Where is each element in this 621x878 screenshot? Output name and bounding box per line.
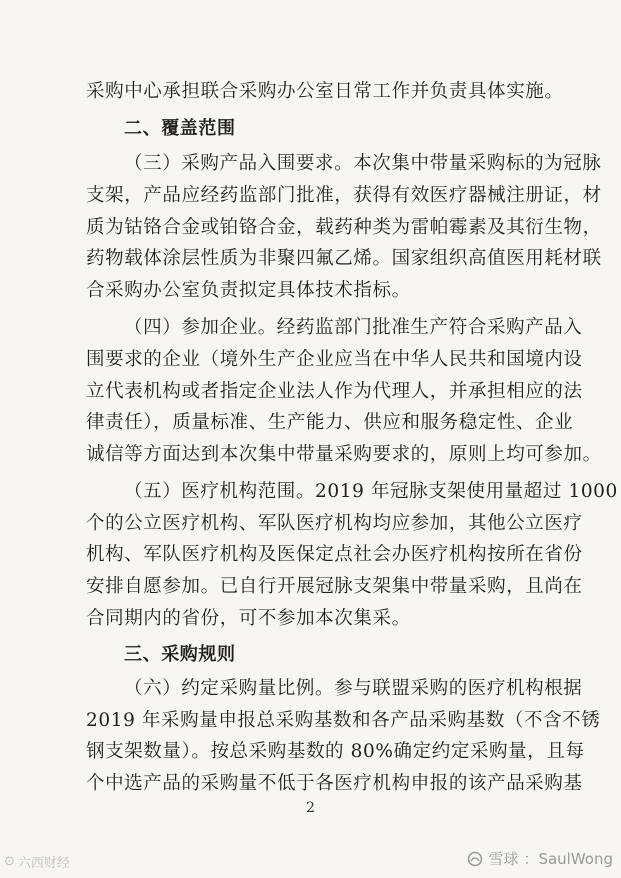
watermark-brand: 雪球 (488, 850, 519, 868)
paragraph-line: 律责任），质量标准、生产能力、供应和服务稳定性、企业 (86, 412, 574, 433)
section-heading-procurement-rules: 三、采购规则 (124, 644, 236, 665)
paragraph-line: （三）采购产品入围要求。本次集中带量采购标的为冠脉 (124, 153, 602, 174)
paragraph-line: （五）医疗机构范围。2019 年冠脉支架使用量超过 1000 (124, 481, 618, 502)
watermark-left-text: 六西财经 (17, 856, 70, 871)
paragraph-line: 采购中心承担联合采购办公室日常工作并负责具体实施。 (86, 81, 564, 102)
paragraph-line: 合同期内的省份，可不参加本次集采。 (86, 608, 411, 629)
paragraph-line: 诚信等方面达到本次集中带量采购要求的，原则上均可参加。 (86, 444, 602, 465)
section-heading-coverage: 二、覆盖范围 (124, 118, 236, 139)
paragraph-line: 药物载体涂层性质为非聚四氟乙烯。国家组织高值医用耗材联 (86, 248, 602, 269)
paragraph-line: 围要求的企业（境外生产企业应当在中华人民共和国境内设 (86, 349, 583, 370)
paragraph-line: 安排自愿参加。已自行开展冠脉支架集中带量采购，且尚在 (86, 576, 583, 597)
watermark-logo-icon: ⊙ (4, 854, 15, 869)
paragraph-line: 2019 年采购量申报总采购基数和各产品采购基数（不含不锈 (86, 710, 601, 731)
paragraph-line: 立代表机构或者指定企业法人作为代理人，并承担相应的法 (86, 381, 583, 402)
paragraph-line: 质为钴铬合金或铂铬合金，载药种类为雷帕霉素及其衍生物， (86, 217, 602, 238)
paragraph-line: 合采购办公室负责拟定具体技术指标。 (86, 280, 411, 301)
paragraph-line: 机构、军队医疗机构及医保定点社会办医疗机构按所在省份 (86, 544, 583, 565)
watermark-user: ：SaulWong (523, 850, 613, 868)
paragraph-line: 支架，产品应经药监部门批准，获得有效医疗器械注册证，材 (86, 185, 602, 206)
watermark-right (467, 848, 613, 869)
paragraph-line: 个中选产品的采购量不低于各医疗机构申报的该产品采购基 (86, 773, 583, 794)
watermark-left (4, 852, 70, 871)
paragraph-line: （四）参加企业。经药监部门批准生产符合采购产品入 (124, 317, 583, 338)
paragraph-line: （六）约定采购量比例。参与联盟采购的医疗机构根据 (124, 678, 583, 699)
snowball-logo-icon (467, 851, 483, 867)
paragraph-line: 钢支架数量）。按总采购基数的 80%确定约定采购量，且每 (86, 741, 585, 762)
page-number: 2 (306, 800, 315, 816)
paragraph-line: 个的公立医疗机构、军队医疗机构均应参加，其他公立医疗 (86, 513, 583, 534)
